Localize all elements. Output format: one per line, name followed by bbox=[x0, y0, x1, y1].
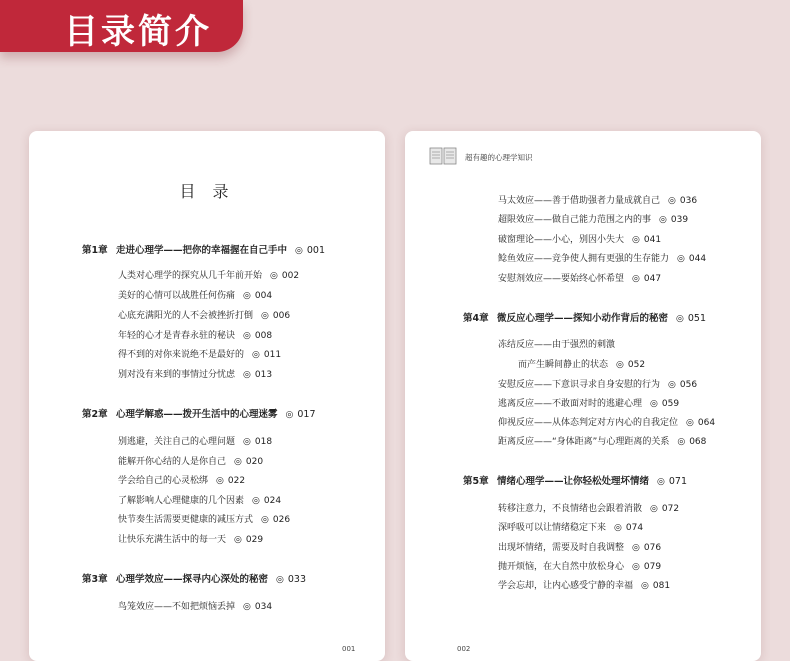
toc-entry[interactable] bbox=[118, 473, 245, 486]
page-ref: ◎ 052 bbox=[608, 360, 645, 370]
page-ref: ◎ 022 bbox=[208, 476, 245, 486]
entry-title: 距离反应——“身体距离”与心理距离的关系 bbox=[498, 437, 670, 447]
entry-title: 快节奏生活需要更健康的减压方式 bbox=[118, 515, 254, 525]
toc-entry[interactable] bbox=[498, 251, 706, 264]
page-ref: ◎ 056 bbox=[660, 380, 697, 390]
toc-title: 目 录 bbox=[179, 182, 235, 201]
entry-title: 超限效应——做自己能力范围之内的事 bbox=[498, 215, 652, 225]
toc-entry[interactable] bbox=[498, 578, 670, 591]
toc-entry[interactable] bbox=[498, 232, 661, 245]
toc-entry[interactable] bbox=[498, 396, 679, 409]
toc-entry[interactable] bbox=[118, 532, 263, 545]
entry-title: 安慰反应——下意识寻求自身安慰的行为 bbox=[498, 380, 661, 390]
entry-title: 心底充满阳光的人不会被挫折打倒 bbox=[118, 311, 254, 321]
left-page bbox=[29, 131, 385, 661]
toc-entry[interactable] bbox=[118, 288, 272, 301]
toc-entry[interactable] bbox=[118, 434, 272, 447]
chapter-heading[interactable] bbox=[82, 242, 325, 256]
chapter-number: 第2章 bbox=[82, 409, 108, 420]
chapter-title: 心理学效应——探寻内心深处的秘密 bbox=[116, 574, 269, 585]
chapter-title: 心理学解惑——拨开生活中的心理迷雾 bbox=[116, 409, 278, 420]
entry-title: 深呼吸可以让情绪稳定下来 bbox=[498, 523, 607, 533]
entry-title: 人类对心理学的探究从几千年前开始 bbox=[118, 271, 263, 281]
entry-title: 了解影响人心理健康的几个因素 bbox=[118, 496, 245, 506]
page-ref: ◎ 020 bbox=[226, 457, 263, 467]
page-ref: ◎ 013 bbox=[235, 370, 272, 380]
toc-entry[interactable] bbox=[498, 271, 661, 284]
running-head: 超有趣的心理学知识 bbox=[465, 153, 533, 162]
page-ref: ◎ 008 bbox=[235, 331, 272, 341]
chapter-title: 微反应心理学——探知小动作背后的秘密 bbox=[497, 313, 669, 324]
toc-entry[interactable] bbox=[498, 520, 643, 533]
page-ref: ◎ 081 bbox=[633, 581, 670, 591]
page-ref: ◎ 036 bbox=[660, 196, 697, 206]
toc-entry[interactable] bbox=[118, 367, 272, 380]
toc-entry[interactable] bbox=[498, 377, 697, 390]
entry-title: 得不到的对你来说绝不是最好的 bbox=[118, 350, 245, 360]
page-ref: ◎ 017 bbox=[278, 409, 316, 420]
toc-entry[interactable] bbox=[498, 501, 679, 514]
chapter-heading[interactable] bbox=[463, 473, 687, 487]
chapter-number: 第3章 bbox=[82, 574, 108, 585]
entry-title: 冻结反应——由于强烈的刺激 bbox=[498, 340, 616, 350]
toc-entry[interactable] bbox=[498, 540, 661, 553]
entry-title: 让快乐充满生活中的每一天 bbox=[118, 535, 227, 545]
entry-title: 马太效应——善于借助强者力量成就自己 bbox=[498, 196, 661, 206]
page-ref: ◎ 044 bbox=[669, 254, 706, 264]
chapter-number: 第5章 bbox=[463, 476, 489, 487]
page-ref: ◎ 011 bbox=[244, 350, 281, 360]
toc-entry[interactable] bbox=[498, 559, 661, 572]
chapter-number: 第1章 bbox=[82, 245, 108, 256]
book-icon bbox=[429, 146, 457, 166]
toc-entry[interactable] bbox=[118, 268, 299, 281]
page-ref: ◎ 064 bbox=[678, 418, 715, 428]
entry-title: 抛开烦恼，在大自然中放松身心 bbox=[498, 562, 625, 572]
page-ref: ◎ 074 bbox=[606, 523, 643, 533]
page-ref: ◎ 076 bbox=[624, 543, 661, 553]
page-ref: ◎ 039 bbox=[651, 215, 688, 225]
page-ref: ◎ 024 bbox=[244, 496, 281, 506]
page-number: 001 bbox=[342, 645, 356, 653]
entry-title: 鸟笼效应——不如把烦恼丢掉 bbox=[118, 602, 236, 612]
chapter-heading[interactable] bbox=[82, 571, 306, 585]
chapter-heading[interactable] bbox=[463, 310, 706, 324]
page-ref: ◎ 034 bbox=[235, 602, 272, 612]
chapter-heading[interactable] bbox=[82, 406, 316, 420]
toc-entry[interactable] bbox=[498, 193, 697, 206]
header-banner bbox=[0, 0, 243, 52]
page-ref: ◎ 041 bbox=[624, 235, 661, 245]
page-ref: ◎ 059 bbox=[642, 399, 679, 409]
page-ref: ◎ 001 bbox=[287, 245, 325, 256]
toc-entry[interactable] bbox=[498, 337, 615, 350]
entry-title: 别逃避，关注自己的心理问题 bbox=[118, 437, 236, 447]
page-ref: ◎ 006 bbox=[253, 311, 290, 321]
entry-title: 鲶鱼效应——竞争使人拥有更强的生存能力 bbox=[498, 254, 670, 264]
banner-title: 目录简介 bbox=[64, 12, 212, 52]
page-ref: ◎ 068 bbox=[669, 437, 706, 447]
toc-entry[interactable] bbox=[118, 454, 263, 467]
entry-title: 转移注意力，不良情绪也会跟着消散 bbox=[498, 504, 643, 514]
toc-entry[interactable] bbox=[498, 415, 715, 428]
chapter-number: 第4章 bbox=[463, 313, 489, 324]
page-ref: ◎ 004 bbox=[235, 291, 272, 301]
toc-entry[interactable] bbox=[498, 434, 706, 447]
toc-entry[interactable] bbox=[118, 347, 281, 360]
entry-title: 而产生瞬间静止的状态 bbox=[518, 360, 609, 370]
entry-title: 逃离反应——不敢面对时的逃避心理 bbox=[498, 399, 643, 409]
entry-title: 别对没有来到的事情过分忧虑 bbox=[118, 370, 236, 380]
page-ref: ◎ 018 bbox=[235, 437, 272, 447]
page-ref: ◎ 047 bbox=[624, 274, 661, 284]
entry-title: 学会忘却，让内心感受宁静的幸福 bbox=[498, 581, 634, 591]
toc-entry[interactable] bbox=[118, 328, 272, 341]
right-page bbox=[405, 131, 761, 661]
page-number: 002 bbox=[457, 645, 471, 653]
entry-title: 年轻的心才是青春永驻的秘诀 bbox=[118, 331, 236, 341]
page-ref: ◎ 002 bbox=[262, 271, 299, 281]
entry-title: 安慰剂效应——要始终心怀希望 bbox=[498, 274, 625, 284]
page-ref: ◎ 051 bbox=[668, 313, 706, 324]
page-ref: ◎ 079 bbox=[624, 562, 661, 572]
entry-title: 美好的心情可以战胜任何伤痛 bbox=[118, 291, 236, 301]
toc-entry[interactable] bbox=[518, 357, 645, 370]
page-ref: ◎ 026 bbox=[253, 515, 290, 525]
entry-title: 学会给自己的心灵松绑 bbox=[118, 476, 209, 486]
entry-title: 仰视反应——从体态判定对方内心的自我定位 bbox=[498, 418, 679, 428]
toc-entry[interactable] bbox=[498, 212, 688, 225]
entry-title: 能解开你心结的人是你自己 bbox=[118, 457, 227, 467]
page-ref: ◎ 071 bbox=[649, 476, 687, 487]
entry-title: 出现坏情绪，需要及时自我调整 bbox=[498, 543, 625, 553]
toc-entry[interactable] bbox=[118, 512, 290, 525]
entry-title: 破窗理论——小心，别因小失大 bbox=[498, 235, 625, 245]
toc-entry[interactable] bbox=[118, 493, 281, 506]
page-ref: ◎ 029 bbox=[226, 535, 263, 545]
chapter-title: 走进心理学——把你的幸福握在自己手中 bbox=[116, 245, 288, 256]
toc-entry[interactable] bbox=[118, 308, 290, 321]
page-ref: ◎ 072 bbox=[642, 504, 679, 514]
toc-entry[interactable] bbox=[118, 599, 272, 612]
page-ref: ◎ 033 bbox=[268, 574, 306, 585]
chapter-title: 情绪心理学——让你轻松处理坏情绪 bbox=[497, 476, 650, 487]
